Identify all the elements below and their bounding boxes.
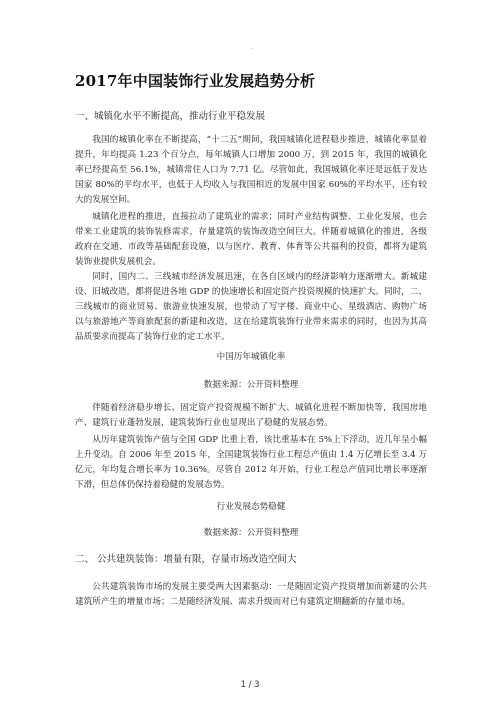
paragraph-1: 我国的城镇化率在不断提高，“十二五”期间，我国城镇化进程稳步推进，城镇化率显着提升，年均提高 1.23 个百分点，每年城镇人口增加 2000 万，到 2015 年，我国的城镇化率已经提高至 56.1%，城镇常住人口为 7.71 亿。尽管如此，我国城镇化率还是远低于发达国家 80%的平均水平，也低于人均收入与我国相近的发展中国家 60%的平均水平，还有较大的发展空间。 bbox=[75, 135, 427, 205]
header-dot: · bbox=[251, 46, 253, 53]
section-heading-2: 二、 公共建筑装饰：增量有限，存量市场改造空间大 bbox=[75, 554, 297, 565]
figure-caption-1: 中国历年城镇化率 bbox=[216, 352, 286, 362]
paragraph-2: 城镇化进程的推进，直接拉动了建筑业的需求；同时产业结构调整、工业化发展，也会带来工业建筑的装饰装修需求，存量建筑的装饰改造空间巨大。伴随着城镇化的推进，各级政府在交通、市政等基础配套设施，以与医疗、教育、体育等公共福利的投资，都将为建筑装饰业提供发展机会。 bbox=[75, 212, 427, 267]
paragraph-6: 公共建筑装饰市场的发展主要受两大因素驱动：一是随固定资产投资增加而新建的公共建筑所产生的增量市场；二是随经济发展、需求升级而对已有建筑定期翻新的存量市场。 bbox=[75, 582, 427, 607]
section-heading-1: 一、城镇化水平不断提高，推动行业平稳发展 bbox=[75, 111, 266, 122]
page-number: 1 / 3 bbox=[240, 680, 260, 690]
figure-caption-2: 行业发展态势稳健 bbox=[216, 502, 286, 512]
figure-source-1: 数据来源：公开资料整理 bbox=[203, 380, 299, 390]
figure-source-2: 数据来源：公开资料整理 bbox=[203, 528, 299, 538]
paragraph-5: 从历年建筑装饰产值与全国 GDP 比重上看，该比重基本在 5%上下浮动，近几年呈小幅上升变动。自 2006 年至 2015 年，全国建筑装饰行业工程总产值由 1.4 万亿增长至 3.4 万亿元，年均复合增长率为 10.36%。尽管自 2012 年开始，行业工程总产值同比增长率逐渐下滑，但总体仍保持着稳健的发展态势。 bbox=[75, 435, 427, 490]
paragraph-4: 伴随着经济稳步增长、固定资产投资规模不断扩大、城镇化进程不断加快等，我国房地产、建筑行业蓬勃发展，建筑装饰行业也显现出了稳健的发展态势。 bbox=[75, 403, 427, 428]
page-title: 2017年中国装饰行业发展趋势分析 bbox=[75, 72, 316, 90]
paragraph-3: 同时，国内二、三线城市经济发展迅速，在各自区域内的经济影响力逐渐增大。新城建设、旧城改造，都将促进各地 GDP 的快速增长和固定资产投资规模的快速扩大。同时，二、三线城市的商业贸易、旅游业快速发展，也带动了写字楼、商业中心、星级酒店、购物广场以与旅游地产等商旅配套的新建和改造，这在给建筑装饰行业带来需求的同时，也因为其高品质要求而提高了装饰行业的定工水平。 bbox=[75, 272, 427, 342]
